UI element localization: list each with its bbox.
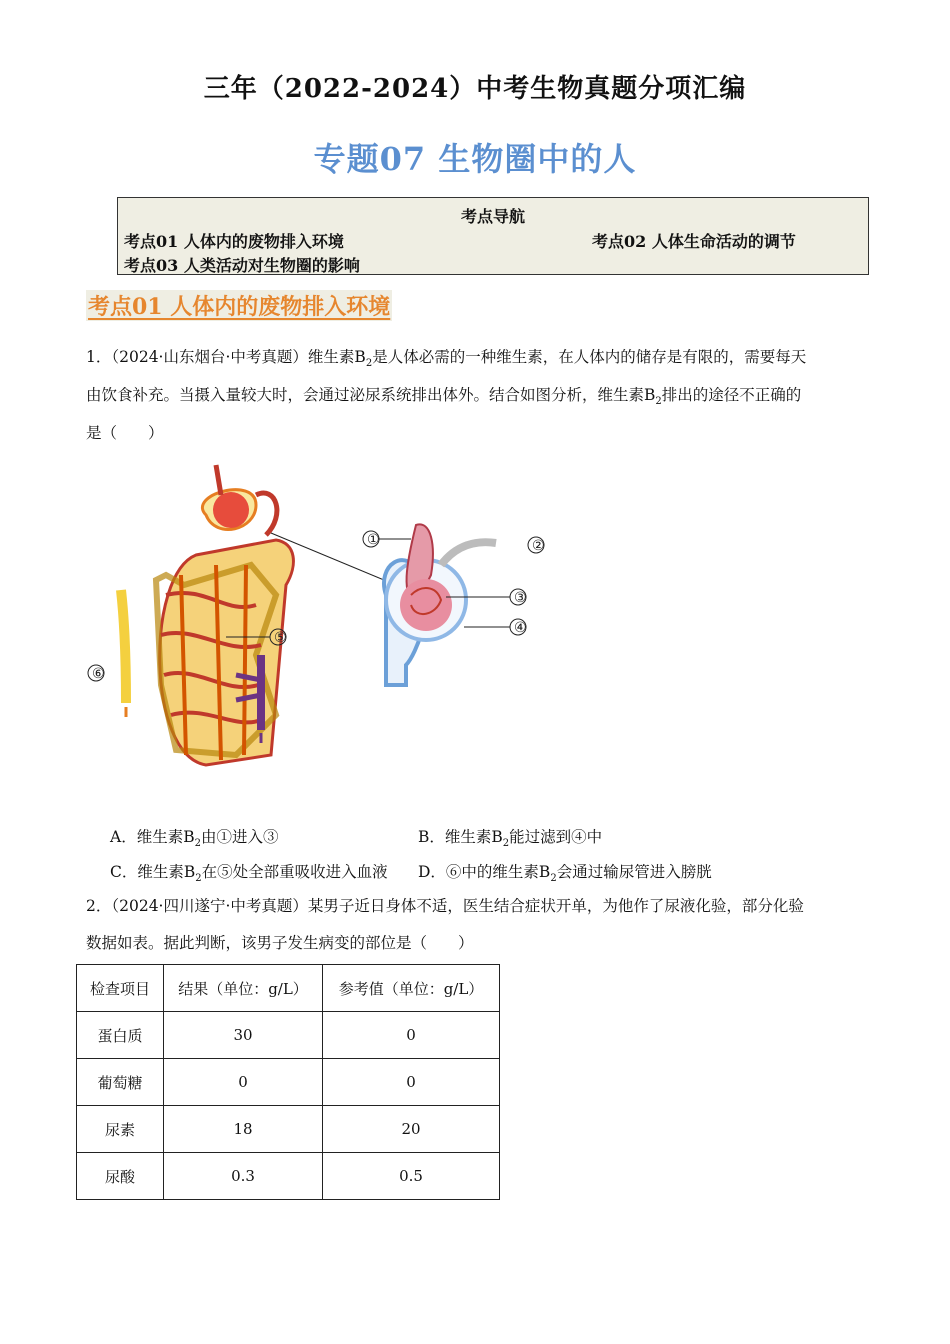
- table-row: [77, 1106, 500, 1153]
- nav-item-2[interactable]: 考点02 人体生命活动的调节: [592, 232, 796, 251]
- table-cell: 20: [323, 1106, 500, 1153]
- option-c[interactable]: C．维生素$B_2$在⑤处全部重吸收进入血液: [110, 863, 388, 885]
- table-row: [77, 1059, 500, 1106]
- question-2-line-1: 2．（2024·四川遂宁·中考真题）某男子近日身体不适，医生结合症状开单，为他作了尿液化验，部分化验: [86, 897, 804, 915]
- topic-title: 专题07 生物圈中的人: [313, 140, 637, 178]
- table-cell: 尿素: [77, 1106, 164, 1153]
- table-cell: 0: [323, 1012, 500, 1059]
- label-4: ④: [514, 620, 527, 636]
- table-cell: 30: [164, 1012, 323, 1059]
- question-2-line-2: 数据如表。据此判断，该男子发生病变的部位是（ ）: [86, 934, 474, 952]
- label-6: ⑥: [92, 666, 105, 682]
- option-d[interactable]: D．⑥中的维生素$B_2$会通过输尿管进入膀胱: [418, 863, 712, 885]
- glomerulus-closeup: [384, 524, 496, 685]
- section-heading: 考点01 人体内的废物排入环境: [86, 290, 392, 321]
- option-a[interactable]: A．维生素$B_2$由①进入③: [110, 828, 279, 850]
- urinalysis-table: [76, 964, 500, 1200]
- label-5: ⑤: [274, 630, 287, 646]
- table-row: [77, 1012, 500, 1059]
- table-header-cell: 检查项目: [77, 965, 164, 1012]
- table-header-cell: 参考值（单位：g/L）: [323, 965, 500, 1012]
- option-b[interactable]: B．维生素$B_2$能过滤到④中: [418, 828, 603, 850]
- question-1-line-1: 1．（2024·山东烟台·中考真题）维生素$B_2$是人体必需的一种维生素，在人体内的储存是有限的，需要每天: [86, 348, 807, 370]
- nav-heading: 考点导航: [460, 207, 525, 226]
- nav-item-3[interactable]: 考点03 人类活动对生物圈的影响: [124, 256, 360, 275]
- page-title: 三年（2022-2024）中考生物真题分项汇编: [203, 74, 747, 104]
- label-2: ②: [532, 538, 545, 554]
- nav-item-1[interactable]: 考点01 人体内的废物排入环境: [124, 232, 344, 251]
- question-1-line-2: 由饮食补充。当摄入量较大时，会通过泌尿系统排出体外。结合如图分析，维生素$B_2$排出的途径不正确的: [86, 386, 802, 408]
- table-cell: 蛋白质: [77, 1012, 164, 1059]
- table-row: [77, 1153, 500, 1200]
- table-header-row: [77, 965, 500, 1012]
- topic-navigation-box: [117, 197, 869, 275]
- table-header-cell: 结果（单位：g/L）: [164, 965, 323, 1012]
- kidney-nephron-figure: [86, 455, 566, 775]
- label-3: ③: [514, 590, 527, 606]
- table-cell: 0: [164, 1059, 323, 1106]
- table-cell: 0: [323, 1059, 500, 1106]
- label-1: ①: [367, 532, 380, 548]
- question-1-line-3: 是（ ）: [86, 424, 164, 442]
- table-cell: 葡萄糖: [77, 1059, 164, 1106]
- table-cell: 18: [164, 1106, 323, 1153]
- table-cell: 尿酸: [77, 1153, 164, 1200]
- table-cell: 0.5: [323, 1153, 500, 1200]
- table-cell: 0.3: [164, 1153, 323, 1200]
- nephron-illustration: [121, 465, 293, 765]
